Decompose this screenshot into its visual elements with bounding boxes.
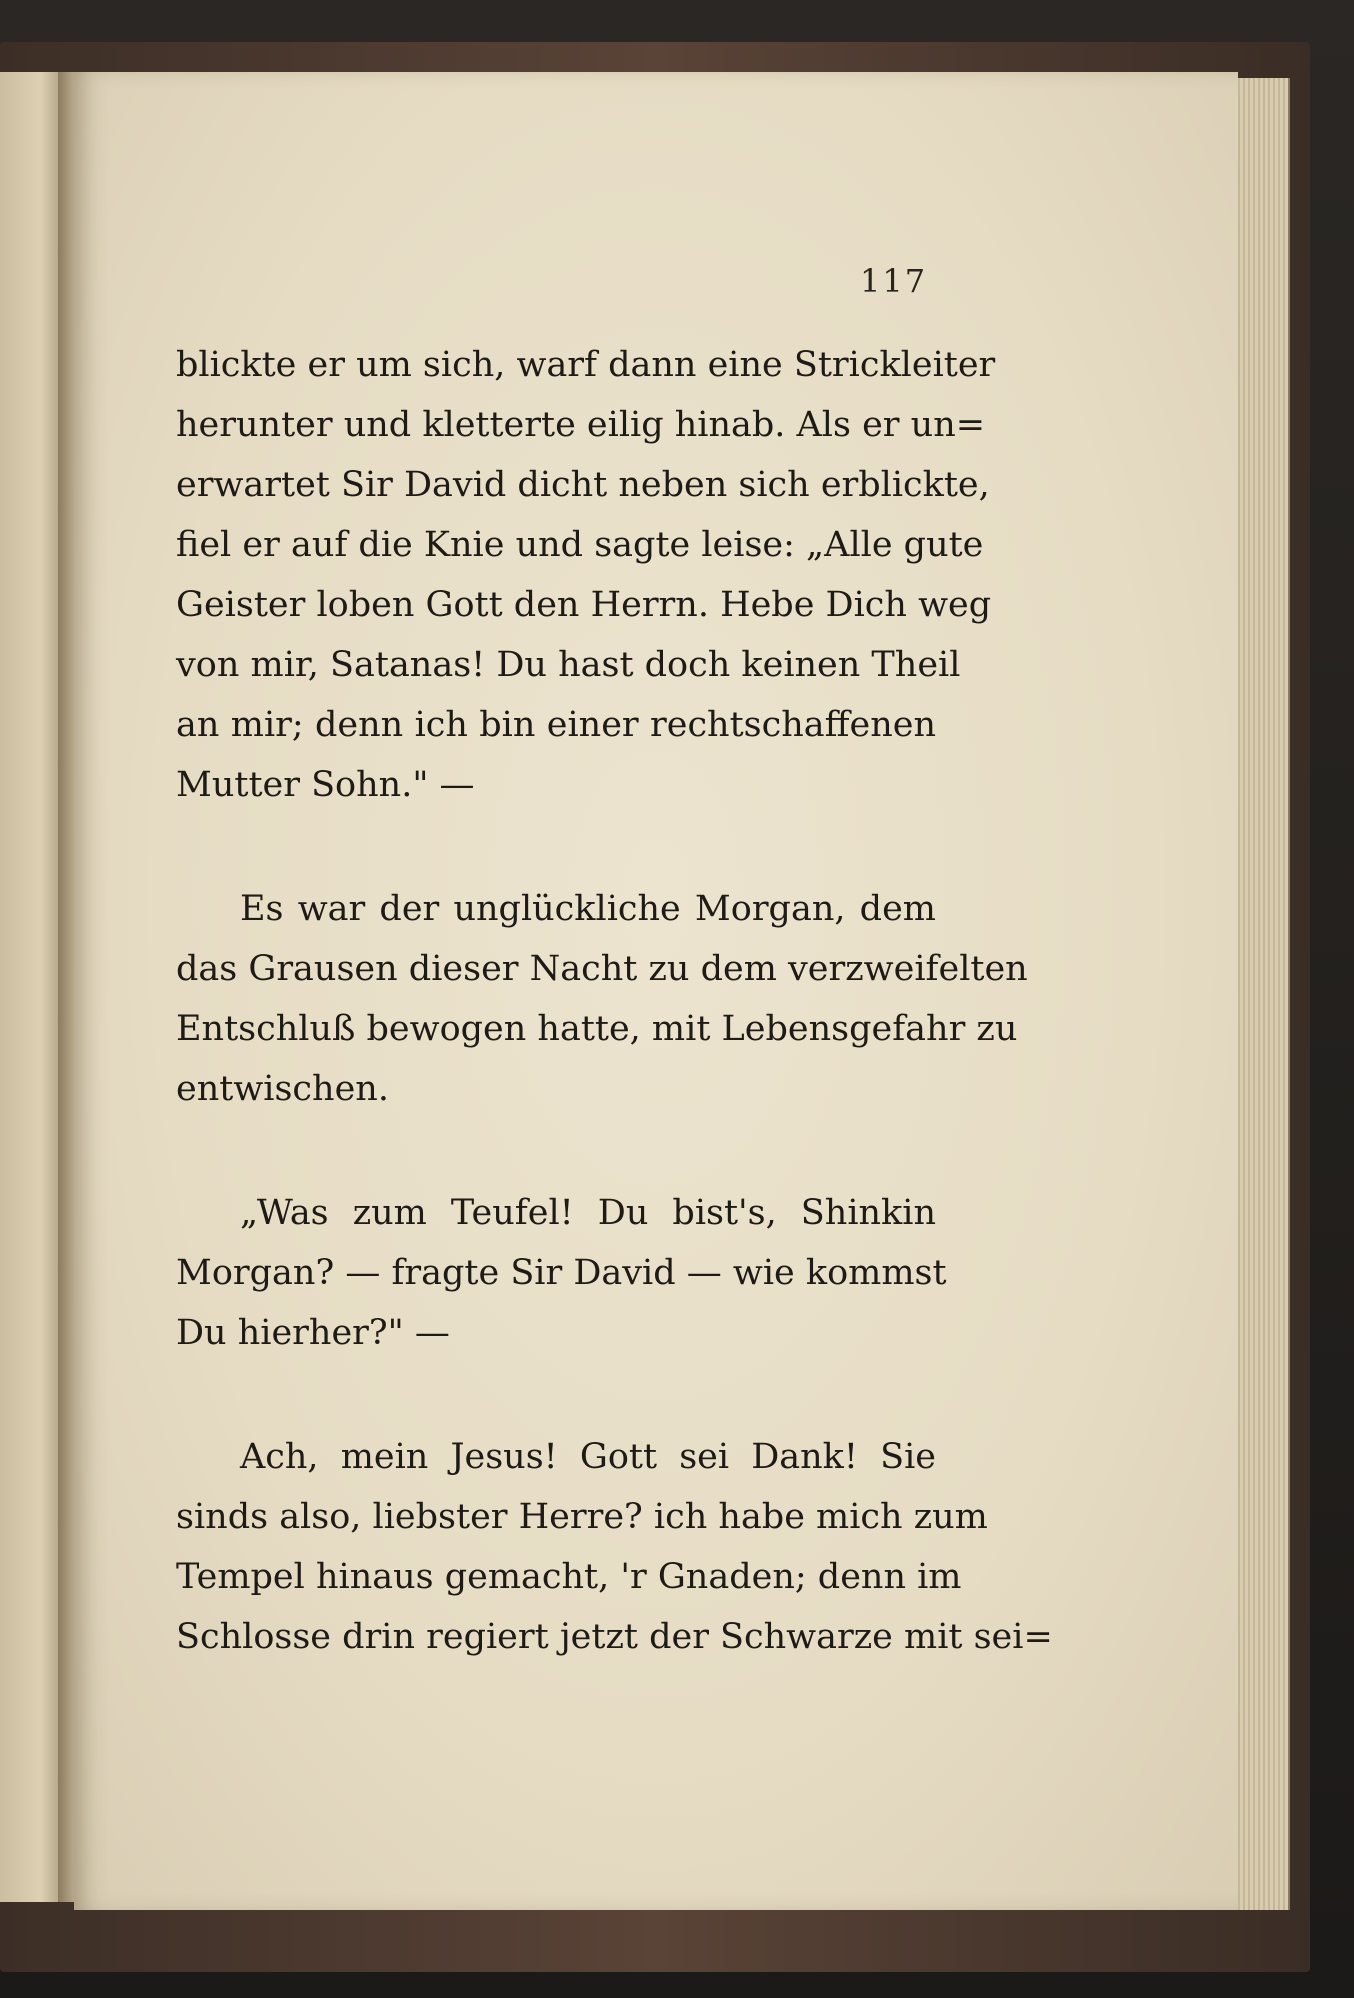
page-text [176, 335, 1053, 1667]
text-line: Es war der unglückliche Morgan, dem [240, 889, 936, 929]
text-line: „Was zum Teufel! Du bist's, Shinkin [240, 1193, 936, 1233]
text-line: an mir; denn ich bin einer rechtschaffenen [176, 705, 936, 745]
paragraph-1 [176, 335, 996, 815]
text-line: herunter und kletterte eilig hinab. Als er un= [176, 405, 986, 445]
paragraph-4 [176, 1427, 1053, 1667]
text-line: fiel er auf die Knie und sagte leise: „Alle gute [176, 525, 984, 565]
text-line: Entschluß bewogen hatte, mit Lebensgefahr zu [176, 1009, 1018, 1049]
text-line: Ach, mein Jesus! Gott sei Dank! Sie [240, 1437, 936, 1477]
text-line: entwischen. [176, 1069, 389, 1109]
page-edges [1230, 78, 1290, 1910]
text-line: von mir, Satanas! Du hast doch keinen Theil [176, 645, 961, 685]
text-line: Tempel hinaus gemacht, 'r Gnaden; denn im [176, 1557, 962, 1597]
text-line: Geister loben Gott den Herrn. Hebe Dich weg [176, 585, 992, 625]
paragraph-2 [176, 879, 1028, 1119]
text-line: blickte er um sich, warf dann eine Strickleiter [176, 345, 996, 385]
text-line: Schlosse drin regiert jetzt der Schwarze mit sei= [176, 1617, 1053, 1657]
paragraph-gap [176, 1363, 936, 1427]
paragraph-gap [176, 1119, 936, 1183]
paragraph-gap [176, 815, 936, 879]
text-line: sinds also, liebster Herre? ich habe mich zum [176, 1497, 988, 1537]
text-line: Morgan? — fragte Sir David — wie kommst [176, 1253, 947, 1293]
text-line: das Grausen dieser Nacht zu dem verzweifelten [176, 949, 1028, 989]
text-line: Du hierher?" — [176, 1313, 450, 1353]
facing-page-edge [0, 72, 60, 1902]
page-number: 117 [860, 262, 928, 300]
text-line: erwartet Sir David dicht neben sich erblickte, [176, 465, 990, 505]
text-line: Mutter Sohn." — [176, 765, 475, 805]
paragraph-3 [176, 1183, 947, 1363]
